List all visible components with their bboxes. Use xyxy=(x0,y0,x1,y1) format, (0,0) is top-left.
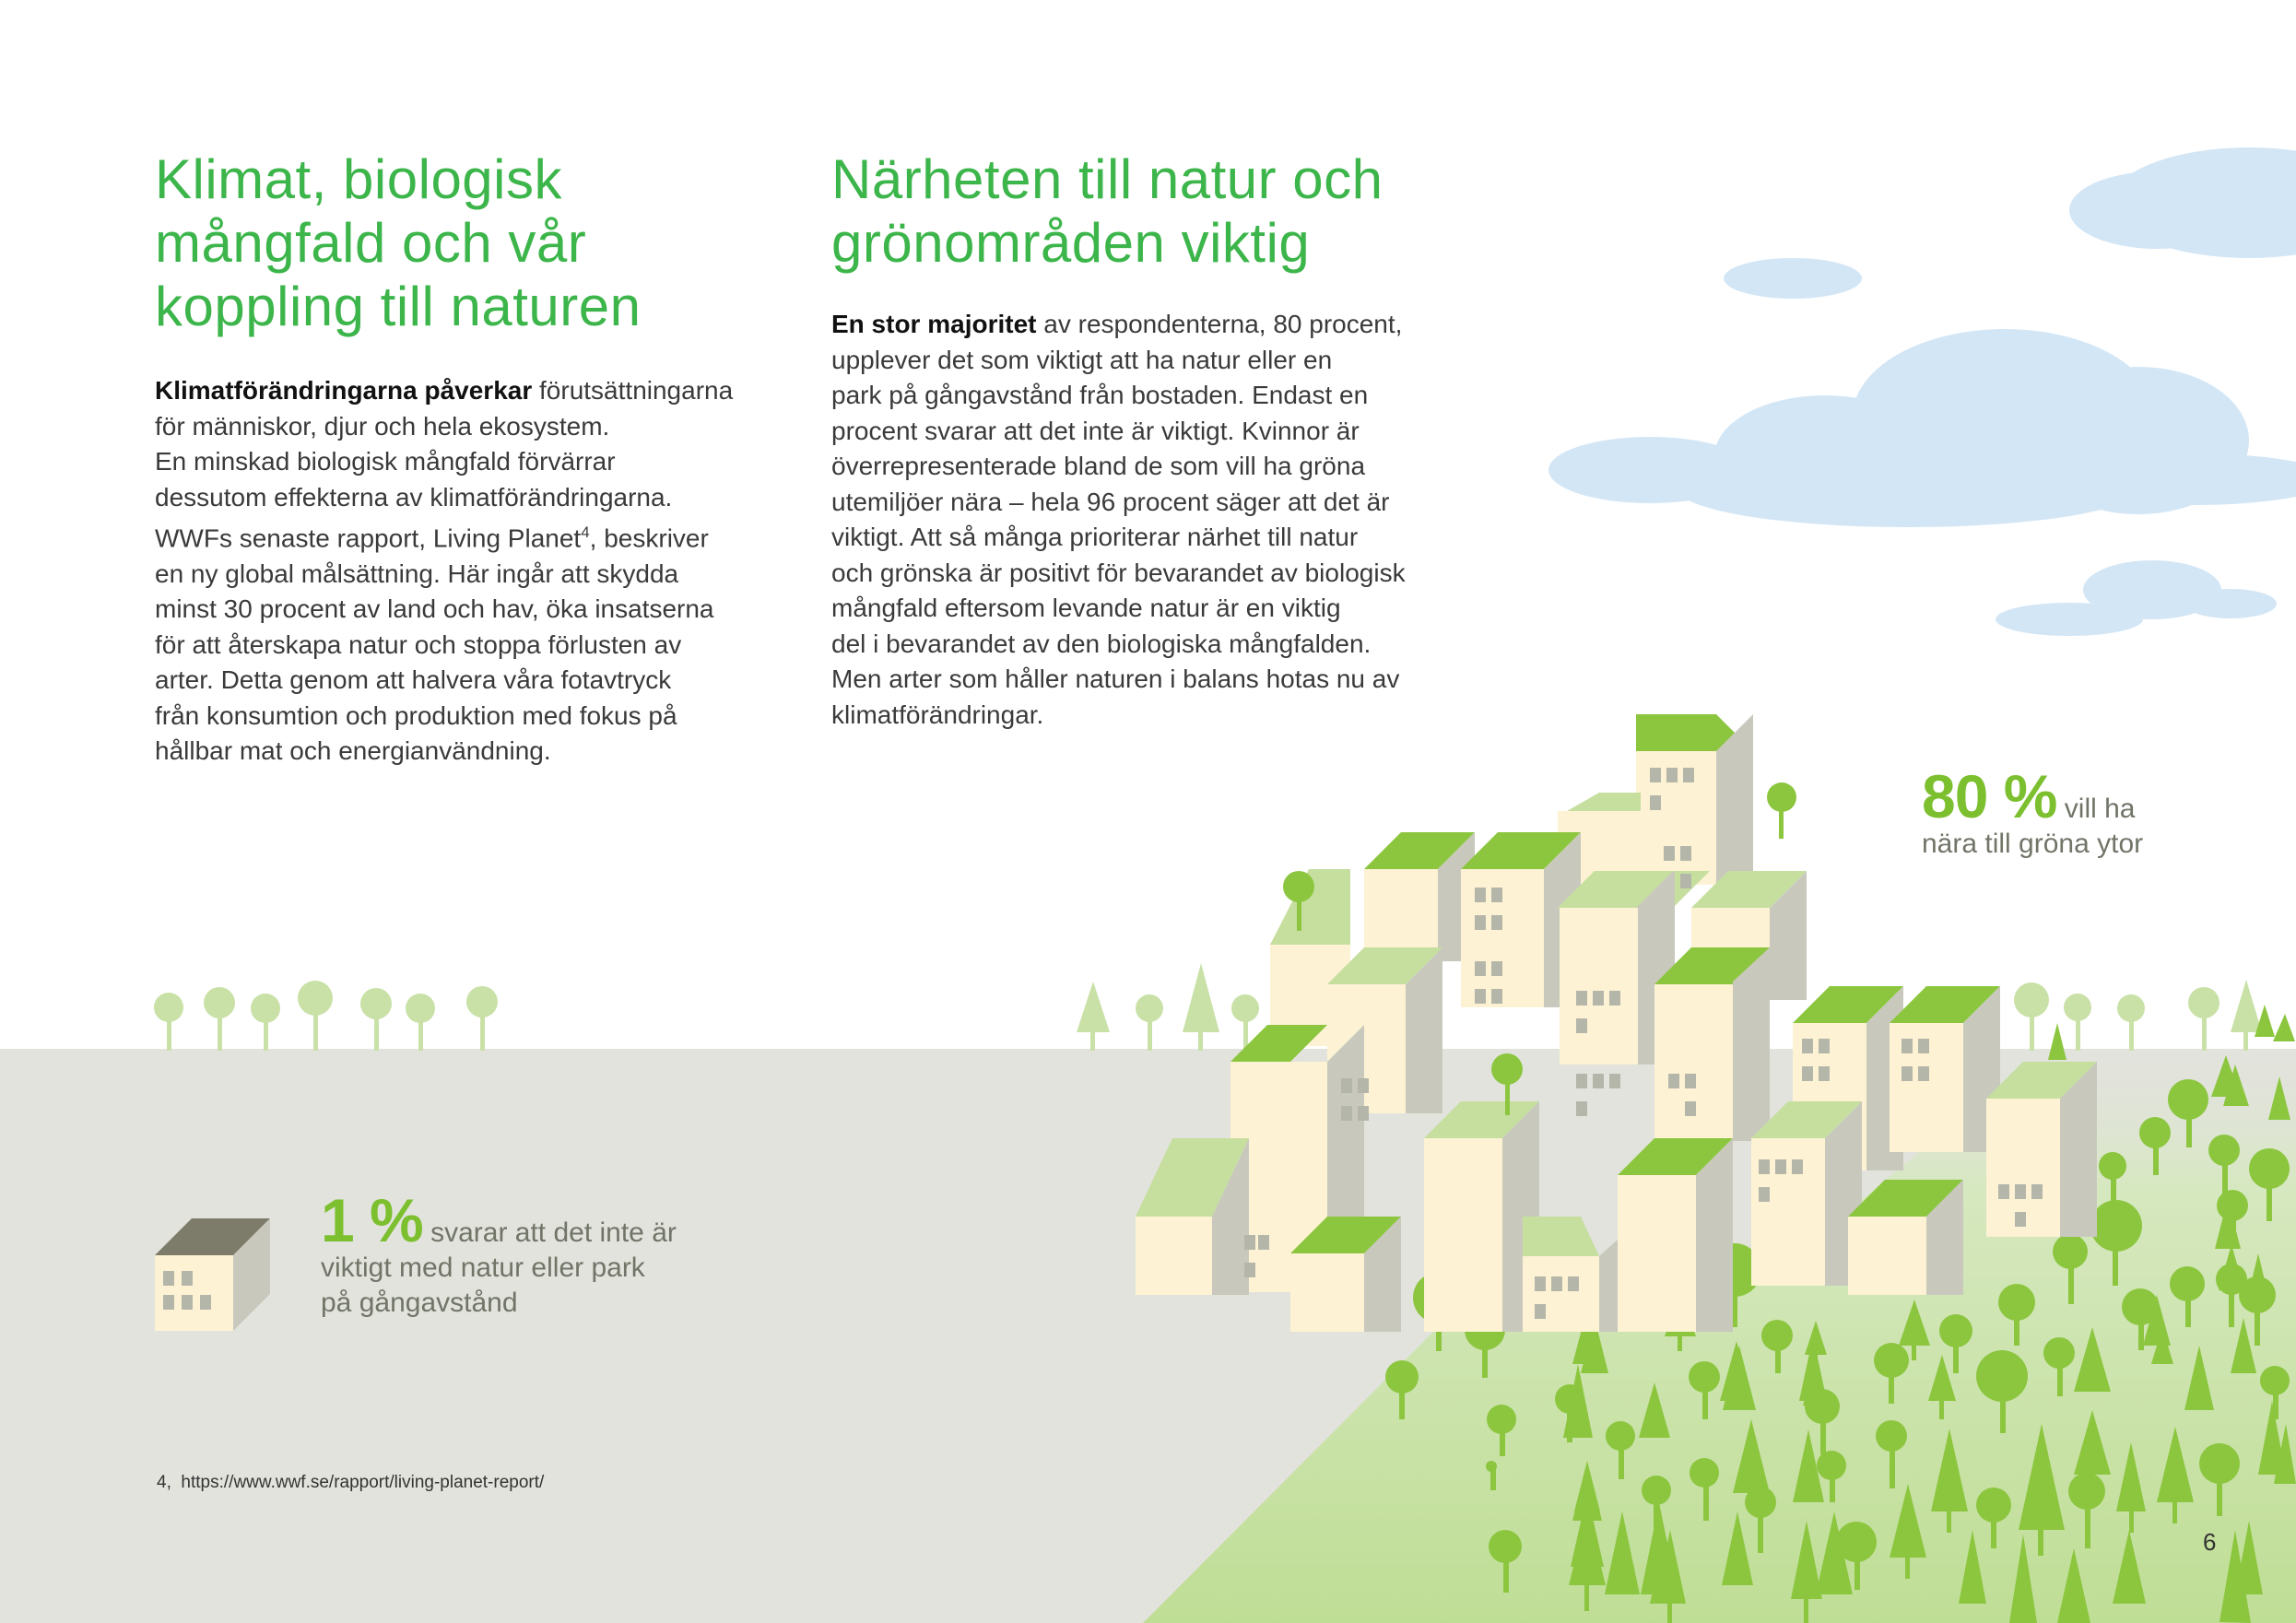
left-body-text: Klimatförändringarna påverkar förutsättningarna för människor, djur och hela ekosystem. En minskad biologisk mångfald förvärrar dessutom effekterna av klimatförändringarna. WWFs senaste rapport, Living Planet$^4$, beskriver en ny global målsättning. Här ingår att skydda minst 30 procent av land och hav, öka insatserna för att återskapa natur och stoppa förlusten av arter. Detta genom att halvera våra fotavtryck från konsumtion och produktion med fokus på hållbar mat och energianvändning. xyxy=(155,376,734,766)
cloud-bottom xyxy=(1996,560,2277,636)
clouds xyxy=(1548,147,2296,636)
page-number: 6 xyxy=(2203,1528,2217,1556)
footnote-number: 4, xyxy=(157,1473,171,1492)
cloud-large xyxy=(1548,329,2296,527)
horizon-trees-left xyxy=(154,981,498,1051)
right-body-text: En stor majoritet av respondenterna, 80 procent, upplever det som viktigt att ha natur eller en park på gångavstånd från bostaden. Endast en procent svarar att det inte är viktigt. Kvinnor är överrepresenterade bland de som vill ha gröna utemiljöer nära – hela 96 procent säger att det är viktigt. Att så många prioriterar närhet till natur och grönska är positivt för bevarandet av biologisk mångfald eftersom levande natur är en viktig del i bevarandet av den biologiska mångfalden. Men arter som håller naturen i balans hotas nu av klimatförändringar. xyxy=(831,310,1406,729)
right-heading: Närheten till natur och grönområden viktig xyxy=(831,148,1383,274)
footnote xyxy=(157,1473,544,1493)
stat-eighty-value: 80 % xyxy=(1922,762,2057,830)
stat-one-value: 1 % xyxy=(321,1186,423,1254)
cloud-top xyxy=(2069,147,2296,258)
footnote-ref: 4 xyxy=(581,523,590,541)
stat-eighty-percent: 80 % vill ha nära till gröna ytor xyxy=(1922,762,2144,859)
small-house xyxy=(155,1218,270,1331)
left-heading: Klimat, biologisk mångfald och vår koppling till naturen xyxy=(155,148,642,337)
cloud-small xyxy=(1724,258,1862,299)
footnote-link[interactable]: https://www.wwf.se/rapport/living-planet-report/ xyxy=(181,1473,545,1492)
stat-one-percent: 1 % svarar att det inte är viktigt med natur eller park på gångavstånd xyxy=(321,1186,677,1318)
